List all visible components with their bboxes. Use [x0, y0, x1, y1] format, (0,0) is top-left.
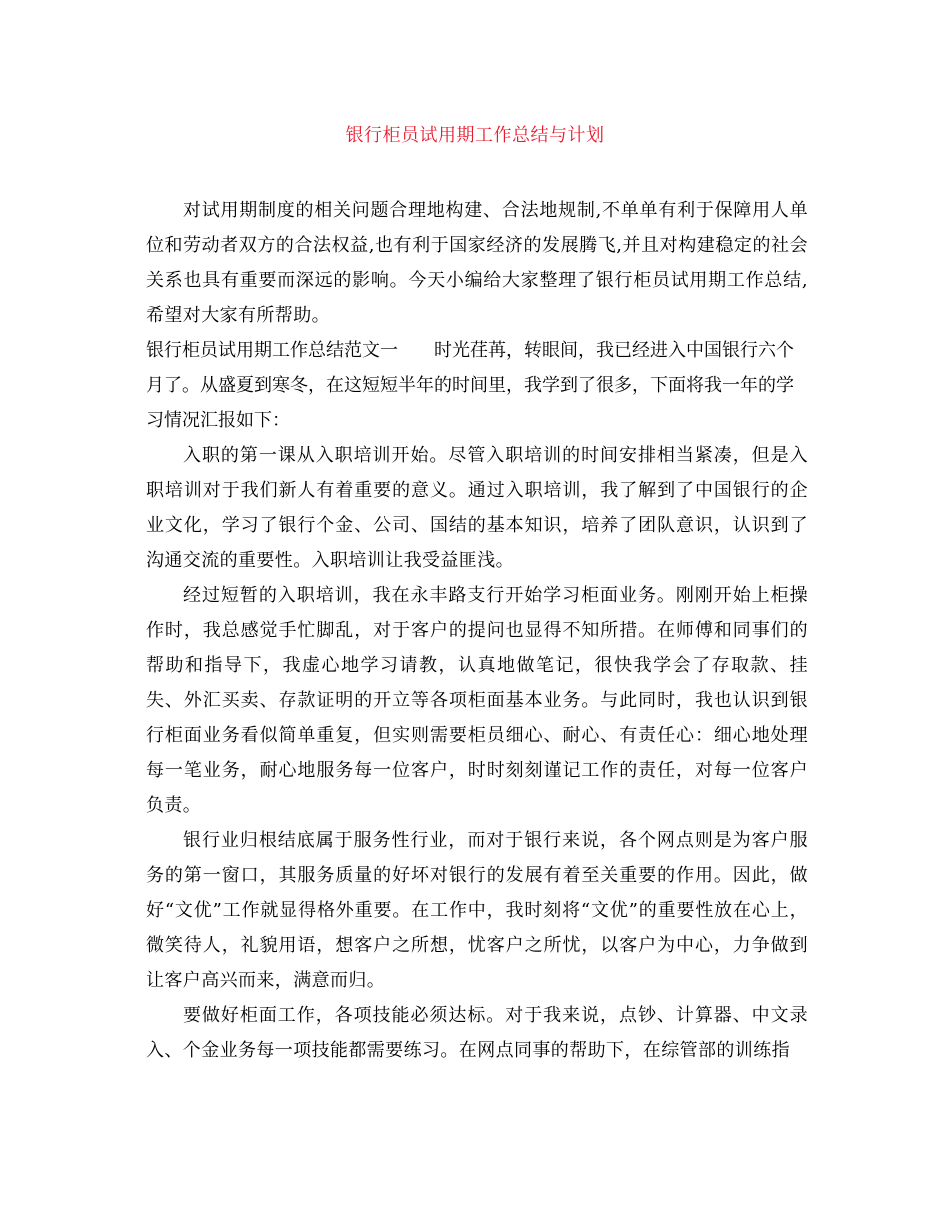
section-heading: 银行柜员试用期工作总结范文一 [146, 340, 398, 361]
section-lead: 时光荏苒，转眼间，我已经进入中国银行六个月了。从盛夏到寒冬，在这短短半年的时间里，我学到了很多，下面将我一年的学习情况汇报如下： [146, 340, 794, 431]
body-paragraph-3: 银行业归根结底属于服务性行业，而对于银行来说，各个网点则是为客户服务的第一窗口，其服务质量的好坏对银行的发展有着至关重要的作用。因此，做好“文优”工作就显得格外重要。在工作中，我时刻将“文优”的重要性放在心上，微笑待人，礼貌用语，想客户之所想，忧客户之所忧，以客户为中心，力争做到让客户高兴而来，满意而归。 [146, 830, 808, 991]
document-body [146, 193, 808, 1068]
body-paragraph-2: 经过短暂的入职培训，我在永丰路支行开始学习柜面业务。刚刚开始上柜操作时，我总感觉手忙脚乱，对于客户的提问也显得不知所措。在师傅和同事们的帮助和指导下，我虚心地学习请教，认真地做笔记，很快我学会了存取款、挂失、外汇买卖、存款证明的开立等各项柜面基本业务。与此同时，我也认识到银行柜面业务看似简单重复，但实则需要柜员细心、耐心、有责任心：细心地处理每一笔业务，耐心地服务每一位客户，时时刻刻谨记工作的责任，对每一位客户负责。 [146, 585, 808, 816]
document-title: 银行柜员试用期工作总结与计划 [345, 125, 605, 146]
body-paragraph-1: 入职的第一课从入职培训开始。尽管入职培训的时间安排相当紧凑，但是入职培训对于我们新人有着重要的意义。通过入职培训，我了解到了中国银行的企业文化，学习了银行个金、公司、国结的基本知识，培养了团队意识，认识到了沟通交流的重要性。入职培训让我受益匪浅。 [146, 445, 808, 571]
intro-paragraph: 对试用期制度的相关问题合理地构建、合法地规制,不单单有利于保障用人单位和劳动者双方的合法权益,也有利于国家经济的发展腾飞,并且对构建稳定的社会关系也具有重要而深远的影响。今天小编给大家整理了银行柜员试用期工作总结,希望对大家有所帮助。 [146, 200, 808, 326]
section-block [146, 333, 808, 438]
body-paragraph-4: 要做好柜面工作，各项技能必须达标。对于我来说，点钞、计算器、中文录入、个金业务每一项技能都需要练习。在网点同事的帮助下，在综管部的训练指 [146, 1005, 808, 1061]
